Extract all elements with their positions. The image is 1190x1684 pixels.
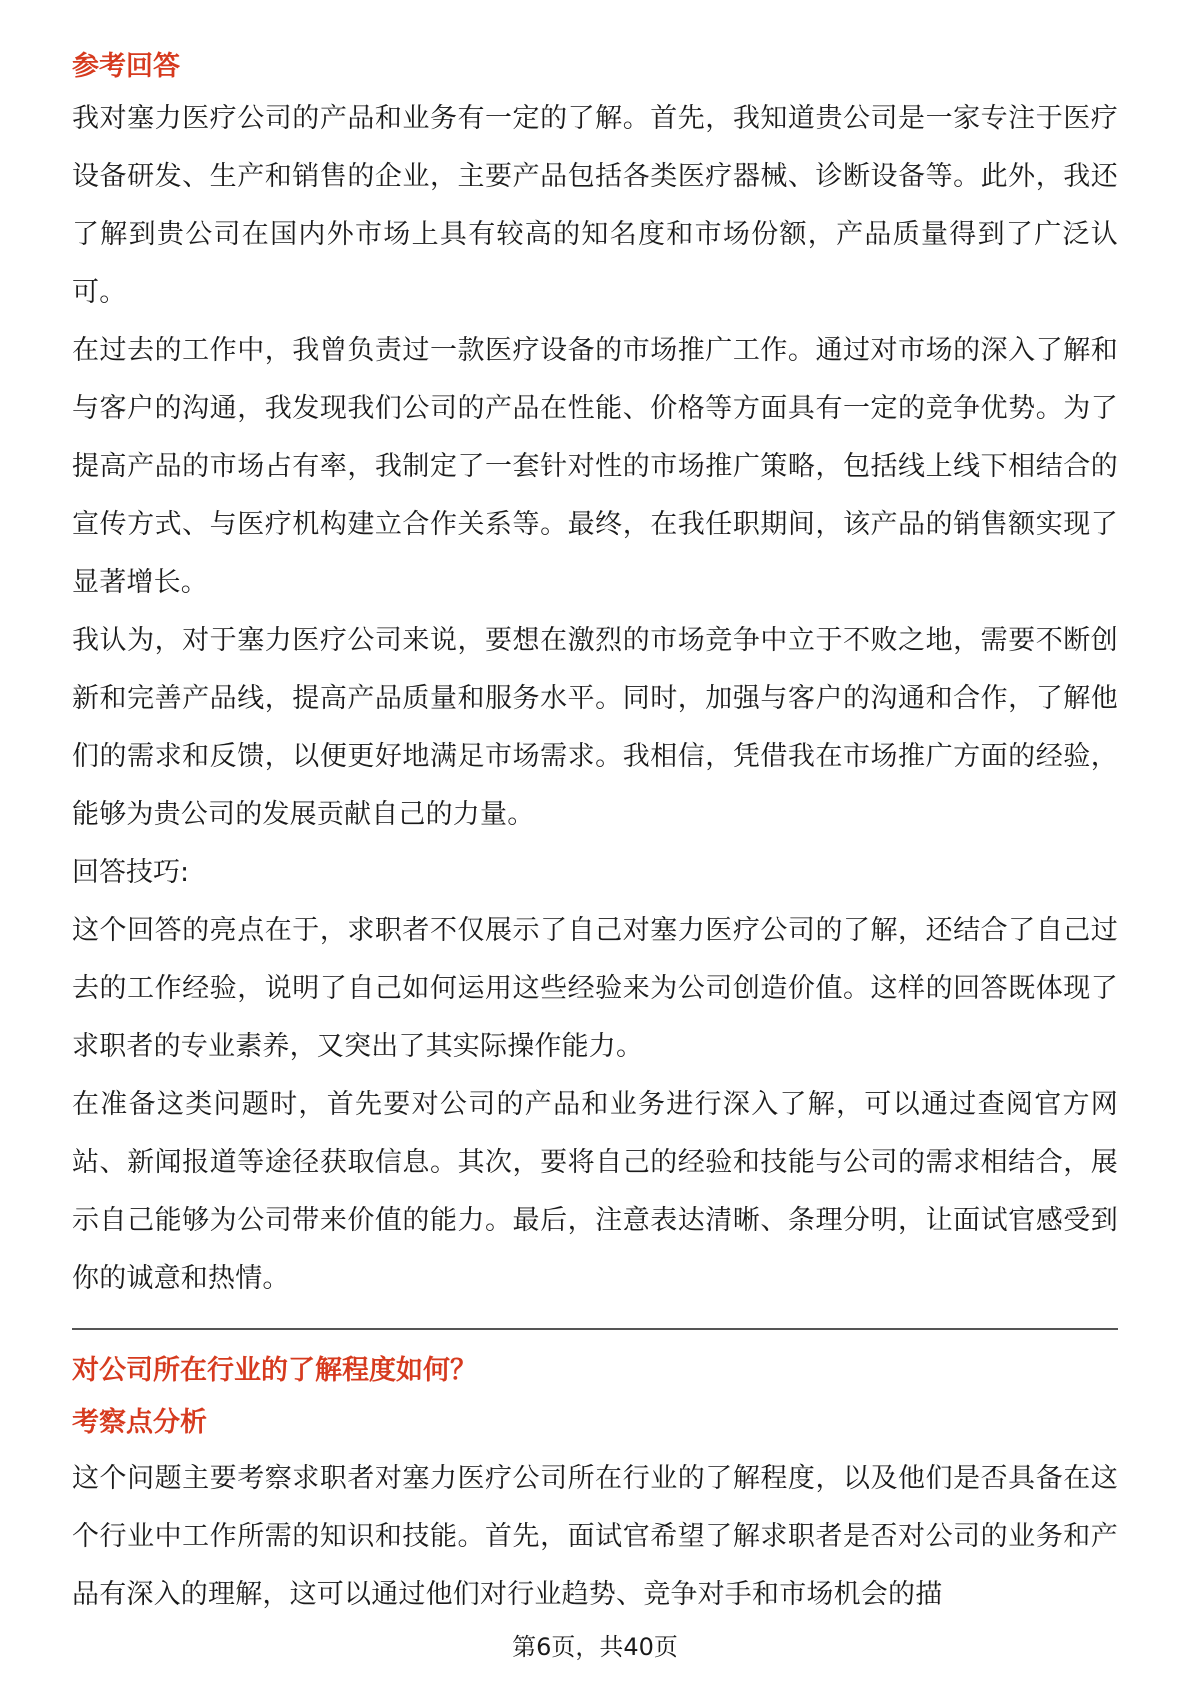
tips-paragraph-2: 在准备这类问题时，首先要对公司的产品和业务进行深入了解，可以通过查阅官方网站、新闻报道等途径获取信息。其次，要将自己的经验和技能与公司的需求相结合，展示自己能够为公司带来价值的能力。最后，注意表达清晰、条理分明，让面试官感受到你的诚意和热情。 bbox=[72, 1089, 1118, 1294]
answer-tips-label: 回答技巧: bbox=[72, 857, 190, 888]
tips-paragraph-1: 这个回答的亮点在于，求职者不仅展示了自己对塞力医疗公司的了解，还结合了自己过去的工作经验，说明了自己如何运用这些经验来为公司创造价值。这样的回答既体现了求职者的专业素养，又突出了其实际操作能力。 bbox=[72, 915, 1118, 1062]
answer-paragraph-1: 我对塞力医疗公司的产品和业务有一定的了解。首先，我知道贵公司是一家专注于医疗设备研发、生产和销售的企业，主要产品包括各类医疗器械、诊断设备等。此外，我还了解到贵公司在国内外市场上具有较高的知名度和市场份额，产品质量得到了广泛认可。 bbox=[72, 103, 1118, 308]
section-divider bbox=[72, 1328, 1118, 1330]
question-heading: 对公司所在行业的了解程度如何？ bbox=[72, 1355, 477, 1386]
answer-paragraph-2: 在过去的工作中，我曾负责过一款医疗设备的市场推广工作。通过对市场的深入了解和与客户的沟通，我发现我们公司的产品在性能、价格等方面具有一定的竞争优势。为了提高产品的市场占有率，我制定了一套针对性的市场推广策略，包括线上线下相结合的宣传方式、与医疗机构建立合作关系等。最终，在我任职期间，该产品的销售额实现了显著增长。 bbox=[72, 335, 1118, 598]
analysis-paragraph: 这个问题主要考察求职者对塞力医疗公司所在行业的了解程度，以及他们是否具备在这个行业中工作所需的知识和技能。首先，面试官希望了解求职者是否对公司的业务和产品有深入的理解，这可以通过他们对行业趋势、竞争对手和市场机会的描 bbox=[72, 1463, 1118, 1610]
answer-paragraph-3: 我认为，对于塞力医疗公司来说，要想在激烈的市场竞争中立于不败之地，需要不断创新和完善产品线，提高产品质量和服务水平。同时，加强与客户的沟通和合作，了解他们的需求和反馈，以便更好地满足市场需求。我相信，凭借我在市场推广方面的经验，能够为贵公司的发展贡献自己的力量。 bbox=[72, 625, 1118, 830]
analysis-heading: 考察点分析 bbox=[72, 1407, 207, 1438]
reference-answer-heading: 参考回答 bbox=[72, 51, 180, 82]
document-page bbox=[72, 44, 1118, 1624]
page-number: 第6页，共40页 bbox=[512, 1633, 678, 1661]
